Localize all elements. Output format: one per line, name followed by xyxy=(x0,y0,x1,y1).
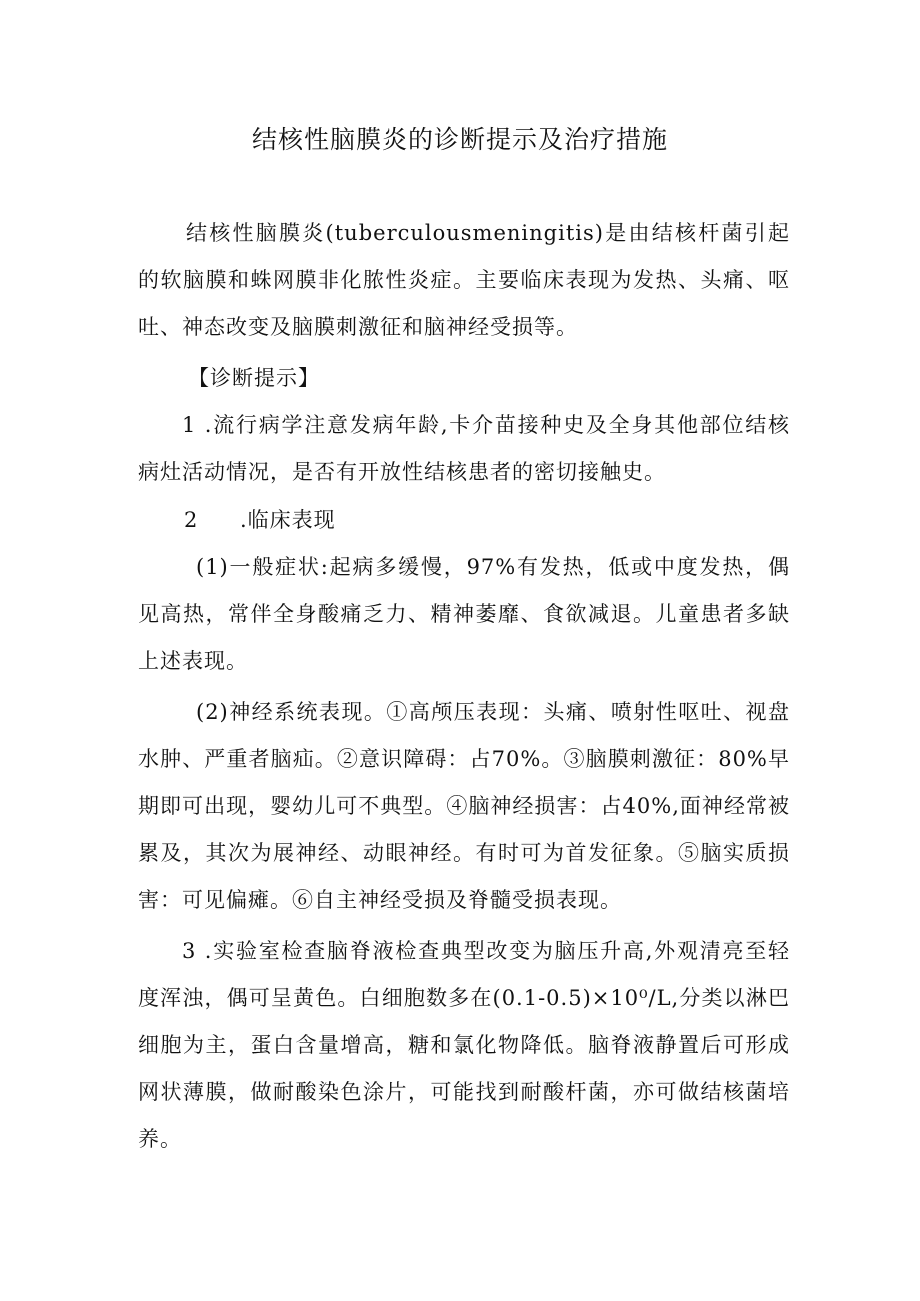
section-heading-diagnosis: 【诊断提示】 xyxy=(188,366,320,390)
item-2-title: .临床表现 xyxy=(240,508,336,532)
page-title: 结核性脑膜炎的诊断提示及治疗措施 xyxy=(251,125,668,154)
item-2-number: 2 xyxy=(184,508,199,532)
item-2-general-symptoms: (1)一般症状:起病多缓慢，97%有发热，低或中度发热，偶见高热，常伴全身酸痛乏力、精神萎靡、食欲减退。儿童患者多缺上述表现。 xyxy=(138,555,790,673)
item-1-epidemiology: 1 .流行病学注意发病年龄,卡介苗接种史及全身其他部位结核病灶活动情况，是否有开放性结核患者的密切接触史。 xyxy=(138,413,790,484)
item-2-neurological-signs: (2)神经系统表现。①高颅压表现：头痛、喷射性呕吐、视盘水肿、严重者脑疝。②意识障碍：占70%。③脑膜刺激征：80%早期即可出现，婴幼儿可不典型。④脑神经损害：占40%,面神经常被累及，其次为展神经、动眼神经。有时可为首发征象。⑤脑实质损害：可见偏瘫。⑥自主神经受损及脊髓受损表现。 xyxy=(138,700,790,912)
item-2-heading xyxy=(138,497,836,544)
item-3-lab-tests: 3 .实验室检查脑脊液检查典型改变为脑压升高,外观清亮至轻度浑浊，偶可呈黄色。白细胞数多在(0.1-0.5)×10⁰/L,分类以淋巴细胞为主，蛋白含量增高，糖和氯化物降低。脑脊液静置后可形成网状薄膜，做耐酸染色涂片，可能找到耐酸杆菌，亦可做结核菌培养。 xyxy=(138,939,790,1151)
intro-paragraph: 结核性脑膜炎(tuberculousmeningitis)是由结核杆菌引起的软脑膜和蛛网膜非化脓性炎症。主要临床表现为发热、头痛、呕吐、神态改变及脑膜刺激征和脑神经受损等。 xyxy=(138,221,790,339)
